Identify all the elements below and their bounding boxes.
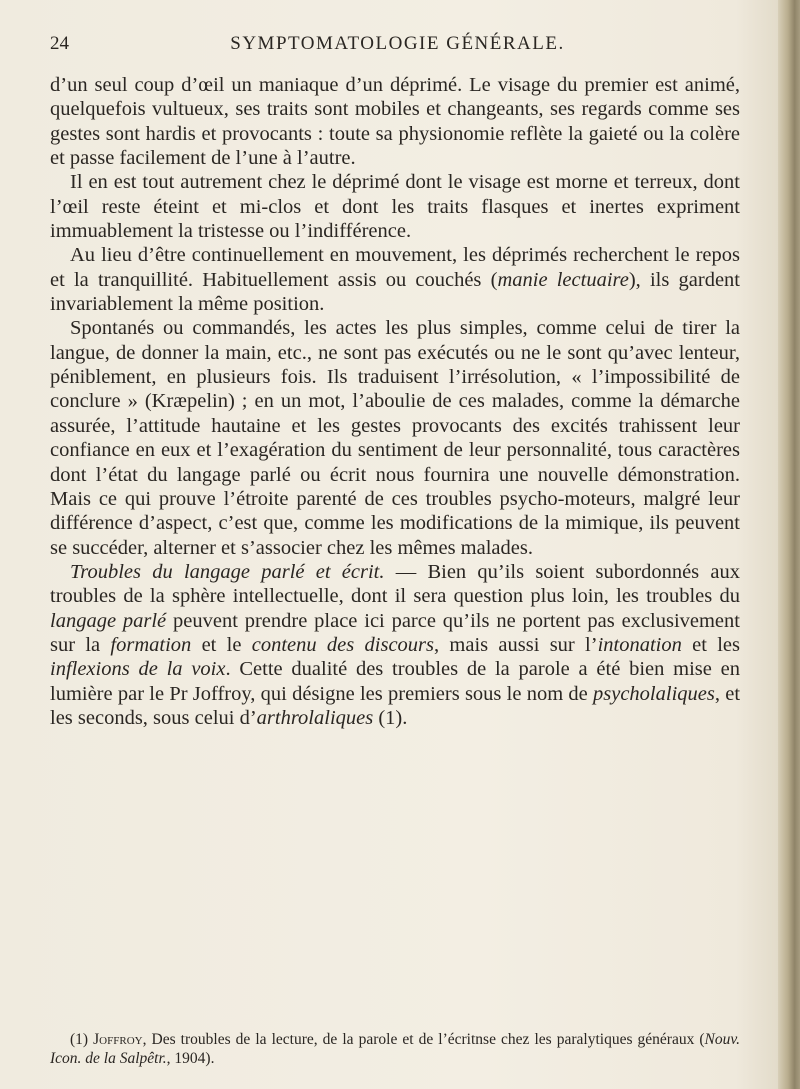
italic-run: formation	[110, 633, 192, 656]
text-run: Il en est tout autrement chez le déprimé dont le visage est morne et terreux, dont l’œil reste éteint et mi-clos et dont les traits flasques et inertes expriment immuablement la tristesse ou l’indifférence.	[50, 171, 740, 243]
italic-run: Troubles du langage parlé et écrit.	[70, 560, 385, 583]
paragraph	[50, 560, 740, 730]
text-run: peuvent prendre place ici parce qu’ils ne portent pas exclusivement sur la	[50, 609, 740, 656]
footnote-text	[50, 1030, 740, 1068]
text-run: (1).	[373, 706, 408, 729]
text-run: , mais aussi sur l’	[434, 633, 598, 656]
italic-run: psycholaliques	[593, 682, 715, 705]
text-run: d’un seul coup d’œil un maniaque d’un déprimé. Le visage du premier est animé, quelquefois vultueux, ses traits sont mobiles et changeants, ses regards comme ses gestes sont hardis et provocants : toute sa physionomie reflète la gaieté ou la colère et passe facilement de l’une à l’autre.	[50, 74, 740, 170]
paragraph	[50, 73, 740, 170]
text-run: et les	[681, 633, 740, 656]
page-number: 24	[50, 33, 69, 54]
italic-run: inflexions de la voix	[50, 658, 226, 681]
body-text	[50, 73, 740, 730]
text-run: . Cette dualité des troubles de la parole a été bien mise en lumière par le Pr Joffroy, qui désigne les premiers sous le nom de	[50, 658, 740, 705]
text-run: , Des troubles de la lecture, de la parole et de l’écritnse chez les paralytiques généraux (	[142, 1031, 705, 1048]
paragraph	[50, 243, 740, 316]
italic-run: Nouv. Icon. de la Salpêtr.	[50, 1031, 740, 1067]
text-run: (1)	[70, 1031, 94, 1048]
small-caps-run: Joffroy	[93, 1031, 143, 1048]
italic-run: intonation	[597, 633, 682, 656]
footnote	[50, 1030, 740, 1068]
paragraph	[50, 170, 740, 243]
text-run: et le	[191, 633, 252, 656]
text-run: , et les seconds, sous celui d’	[50, 682, 741, 729]
italic-run: manie lectuaire	[497, 268, 629, 291]
page-header	[40, 33, 755, 59]
text-run: ), ils gardent invariablement la même position.	[50, 268, 740, 316]
text-run: Spontanés ou commandés, les actes les plus simples, comme celui de tirer la langue, de donner la main, etc., ne sont pas exécutés ou ne le sont qu’avec lenteur, péniblement, en plusieurs fois. Ils traduisent l’irrésolution, « l’impossibilité de conclure » (Kræpelin) ; en un mot, l’aboulie de ces malades, comme la démarche assurée, l’attitude hautaine et les gestes provocants des excités trahissent leur confiance en eux et l’exagération du sentiment de leur personnalité, tous caractères dont l’état du langage parlé ou écrit nous fournira une nouvelle démonstration. Mais ce qui prouve l’étroite parenté de ces troubles psycho-moteurs, malgré leur différence d’aspect, c’est que, comme les modifications de la mimique, ils peuvent se succéder, alterner et s’associer chez les mêmes malades.	[50, 317, 740, 559]
running-title: SYMPTOMATOLOGIE GÉNÉRALE.	[230, 33, 565, 54]
italic-run: langage parlé	[50, 609, 167, 632]
italic-run: contenu des discours	[251, 633, 434, 656]
italic-run: arthrolaliques	[256, 706, 374, 729]
text-run: — Bien qu’ils soient subordonnés aux troubles de la sphère intellectuelle, dont il sera question plus loin, les troubles du	[50, 560, 740, 608]
text-run: , 1904).	[166, 1050, 215, 1067]
page-binding-edge	[778, 0, 800, 1089]
paragraph	[50, 316, 740, 559]
text-run: Au lieu d’être continuellement en mouvement, les déprimés recherchent le repos et la tranquillité. Habituellement assis ou couchés (	[50, 244, 740, 291]
